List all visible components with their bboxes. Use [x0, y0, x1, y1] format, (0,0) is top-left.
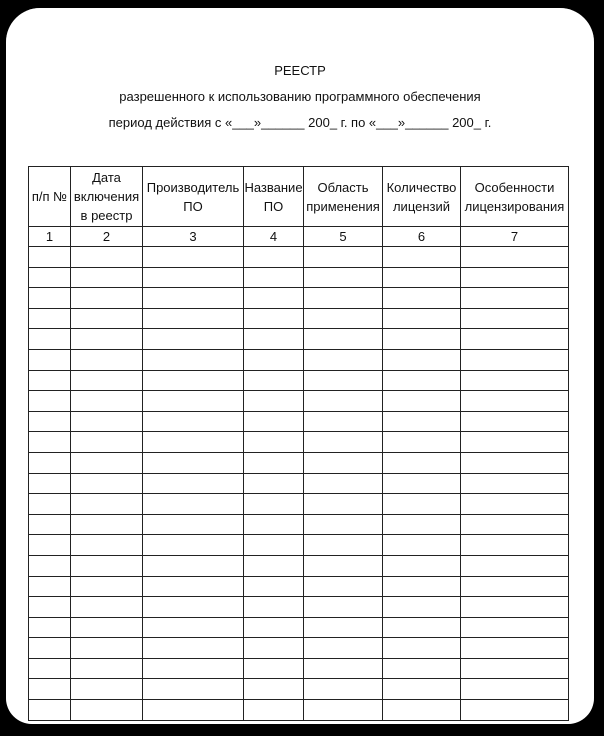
- empty-cell: [383, 576, 461, 597]
- header-line: ПО: [183, 198, 203, 214]
- table-row: [29, 349, 569, 370]
- empty-cell: [461, 267, 569, 288]
- empty-cell: [244, 308, 304, 329]
- table-row: [29, 494, 569, 515]
- empty-cell: [304, 288, 383, 309]
- table-row: [29, 597, 569, 618]
- empty-cell: [244, 494, 304, 515]
- empty-cell: [461, 494, 569, 515]
- table-row: [29, 432, 569, 453]
- empty-cell: [29, 617, 71, 638]
- empty-cell: [244, 514, 304, 535]
- registry-table: [28, 166, 569, 721]
- empty-cell: [29, 700, 71, 721]
- header-line: включения: [73, 189, 140, 204]
- table-row: [29, 700, 569, 721]
- header-cell-date: [71, 167, 143, 227]
- empty-cell: [71, 432, 143, 453]
- empty-cell: [29, 576, 71, 597]
- document-sheet: [6, 8, 594, 724]
- empty-cell: [143, 288, 244, 309]
- empty-cell: [304, 329, 383, 350]
- empty-cell: [244, 370, 304, 391]
- empty-cell: [304, 473, 383, 494]
- table-row: [29, 679, 569, 700]
- header-cell-vendor: [143, 167, 244, 227]
- empty-cell: [71, 452, 143, 473]
- column-number: 3: [143, 227, 244, 247]
- table-row: [29, 658, 569, 679]
- empty-cell: [143, 494, 244, 515]
- table-row: [29, 329, 569, 350]
- header-line: ПО: [263, 198, 284, 214]
- header-line: Количество: [386, 179, 457, 195]
- empty-cell: [143, 576, 244, 597]
- empty-cell: [71, 411, 143, 432]
- table-row: [29, 288, 569, 309]
- empty-cell: [304, 452, 383, 473]
- empty-cell: [29, 349, 71, 370]
- empty-cell: [304, 370, 383, 391]
- empty-cell: [143, 700, 244, 721]
- empty-cell: [244, 576, 304, 597]
- empty-cell: [461, 432, 569, 453]
- empty-cell: [383, 494, 461, 515]
- empty-cell: [244, 288, 304, 309]
- empty-cell: [244, 329, 304, 350]
- empty-cell: [304, 349, 383, 370]
- empty-cell: [461, 411, 569, 432]
- empty-cell: [71, 329, 143, 350]
- table-row: [29, 308, 569, 329]
- empty-cell: [244, 700, 304, 721]
- document-title: РЕЕСТР: [274, 63, 326, 78]
- header-cell-application-area: [304, 167, 383, 227]
- header-cell-licensing-features: [461, 167, 569, 227]
- empty-cell: [143, 555, 244, 576]
- empty-cell: [29, 329, 71, 350]
- empty-cell: [143, 349, 244, 370]
- empty-cell: [244, 411, 304, 432]
- empty-cell: [71, 349, 143, 370]
- table-row: [29, 638, 569, 659]
- empty-cell: [71, 555, 143, 576]
- empty-cell: [304, 514, 383, 535]
- header-row: [29, 167, 569, 227]
- empty-cell: [383, 555, 461, 576]
- empty-cell: [304, 267, 383, 288]
- empty-cell: [244, 555, 304, 576]
- validity-period: период действия с «___»______ 200_ г. по «___»______ 200_ г.: [108, 115, 492, 130]
- empty-cell: [461, 370, 569, 391]
- empty-cell: [304, 494, 383, 515]
- empty-cell: [383, 535, 461, 556]
- table-row: [29, 473, 569, 494]
- empty-cell: [304, 432, 383, 453]
- empty-cell: [143, 597, 244, 618]
- empty-cell: [304, 617, 383, 638]
- empty-cell: [71, 514, 143, 535]
- column-number: 2: [71, 227, 143, 247]
- empty-cell: [383, 288, 461, 309]
- header-line: лицензий: [392, 198, 451, 214]
- header-line: Особенности: [474, 179, 555, 195]
- empty-cell: [383, 658, 461, 679]
- empty-cell: [461, 349, 569, 370]
- empty-cell: [29, 679, 71, 700]
- empty-cell: [29, 288, 71, 309]
- empty-cell: [29, 658, 71, 679]
- header-line: Производитель: [146, 179, 240, 195]
- empty-cell: [71, 247, 143, 268]
- empty-cell: [71, 308, 143, 329]
- empty-cell: [71, 700, 143, 721]
- empty-cell: [383, 267, 461, 288]
- header-line: Дата: [92, 170, 121, 185]
- empty-cell: [29, 452, 71, 473]
- empty-cell: [29, 555, 71, 576]
- empty-cell: [461, 658, 569, 679]
- empty-cell: [383, 247, 461, 268]
- empty-cell: [304, 308, 383, 329]
- empty-cell: [29, 411, 71, 432]
- empty-cell: [383, 700, 461, 721]
- empty-cell: [29, 391, 71, 412]
- empty-cell: [29, 370, 71, 391]
- header-cell-license-count: [383, 167, 461, 227]
- empty-cell: [304, 679, 383, 700]
- empty-cell: [461, 452, 569, 473]
- header-line: Название: [244, 179, 303, 195]
- empty-cell: [383, 349, 461, 370]
- empty-cell: [71, 679, 143, 700]
- table-row: [29, 452, 569, 473]
- empty-cell: [143, 370, 244, 391]
- empty-cell: [461, 288, 569, 309]
- table-row: [29, 370, 569, 391]
- empty-cell: [71, 391, 143, 412]
- empty-cell: [461, 597, 569, 618]
- table-row: [29, 247, 569, 268]
- header-line: Область: [317, 179, 369, 195]
- empty-cell: [29, 514, 71, 535]
- empty-cell: [143, 411, 244, 432]
- header-cell-software-name: [244, 167, 304, 227]
- column-number-row: [29, 227, 569, 247]
- empty-cell: [143, 329, 244, 350]
- empty-cell: [383, 391, 461, 412]
- empty-cell: [71, 638, 143, 659]
- empty-cell: [461, 514, 569, 535]
- empty-cell: [461, 473, 569, 494]
- empty-cell: [383, 617, 461, 638]
- empty-cell: [143, 535, 244, 556]
- empty-cell: [143, 679, 244, 700]
- empty-cell: [461, 391, 569, 412]
- empty-cell: [461, 617, 569, 638]
- column-number: 5: [304, 227, 383, 247]
- table-row: [29, 617, 569, 638]
- empty-cell: [383, 473, 461, 494]
- document-subtitle: разрешенного к использованию программного обеспечения: [119, 89, 481, 104]
- empty-cell: [304, 597, 383, 618]
- empty-cell: [143, 391, 244, 412]
- empty-cell: [29, 473, 71, 494]
- empty-cell: [244, 432, 304, 453]
- empty-cell: [304, 247, 383, 268]
- empty-cell: [71, 267, 143, 288]
- empty-cell: [71, 494, 143, 515]
- empty-cell: [461, 638, 569, 659]
- empty-cell: [71, 617, 143, 638]
- empty-cell: [143, 308, 244, 329]
- empty-cell: [244, 247, 304, 268]
- empty-cell: [461, 700, 569, 721]
- empty-cell: [71, 473, 143, 494]
- empty-cell: [383, 329, 461, 350]
- empty-cell: [461, 679, 569, 700]
- empty-cell: [304, 391, 383, 412]
- empty-cell: [29, 535, 71, 556]
- table-row: [29, 535, 569, 556]
- empty-cell: [143, 638, 244, 659]
- empty-cell: [383, 308, 461, 329]
- empty-cell: [383, 597, 461, 618]
- table-row: [29, 391, 569, 412]
- empty-cell: [304, 411, 383, 432]
- empty-cell: [71, 576, 143, 597]
- empty-cell: [461, 247, 569, 268]
- table-row: [29, 555, 569, 576]
- empty-cell: [244, 473, 304, 494]
- empty-cell: [29, 494, 71, 515]
- empty-cell: [143, 247, 244, 268]
- empty-cell: [143, 267, 244, 288]
- empty-cell: [383, 432, 461, 453]
- empty-cell: [383, 638, 461, 659]
- empty-cell: [304, 576, 383, 597]
- empty-cell: [383, 452, 461, 473]
- empty-cell: [143, 452, 244, 473]
- column-number: 4: [244, 227, 304, 247]
- empty-cell: [71, 370, 143, 391]
- empty-cell: [244, 535, 304, 556]
- empty-cell: [383, 411, 461, 432]
- header-line: лицензирования: [464, 198, 565, 214]
- empty-cell: [244, 349, 304, 370]
- empty-cell: [461, 576, 569, 597]
- empty-cell: [383, 679, 461, 700]
- empty-cell: [244, 617, 304, 638]
- empty-cell: [143, 514, 244, 535]
- empty-cell: [461, 555, 569, 576]
- empty-cell: [71, 288, 143, 309]
- column-number: 1: [29, 227, 71, 247]
- header-line: применения: [306, 198, 380, 214]
- empty-cell: [304, 555, 383, 576]
- header-cell-number: [29, 167, 71, 227]
- empty-cell: [461, 535, 569, 556]
- empty-cell: [304, 700, 383, 721]
- empty-cell: [244, 679, 304, 700]
- empty-cell: [461, 329, 569, 350]
- empty-cell: [244, 267, 304, 288]
- empty-cell: [143, 473, 244, 494]
- title-block: [6, 58, 594, 136]
- empty-cell: [244, 452, 304, 473]
- empty-cell: [461, 308, 569, 329]
- table-row: [29, 411, 569, 432]
- empty-cell: [304, 535, 383, 556]
- empty-cell: [29, 432, 71, 453]
- empty-cell: [71, 597, 143, 618]
- empty-cell: [143, 432, 244, 453]
- table-row: [29, 576, 569, 597]
- table-row: [29, 514, 569, 535]
- empty-cell: [29, 247, 71, 268]
- header-line: в реестр: [80, 208, 133, 223]
- empty-cell: [304, 638, 383, 659]
- empty-cell: [29, 638, 71, 659]
- column-number: 6: [383, 227, 461, 247]
- empty-cell: [71, 535, 143, 556]
- column-number: 7: [461, 227, 569, 247]
- empty-cell: [244, 391, 304, 412]
- empty-cell: [244, 597, 304, 618]
- empty-cell: [29, 267, 71, 288]
- table-row: [29, 267, 569, 288]
- empty-cell: [29, 308, 71, 329]
- empty-cell: [304, 658, 383, 679]
- empty-cell: [383, 370, 461, 391]
- empty-cell: [383, 514, 461, 535]
- empty-cell: [71, 658, 143, 679]
- empty-cell: [29, 597, 71, 618]
- empty-cell: [143, 658, 244, 679]
- empty-cell: [244, 638, 304, 659]
- empty-cell: [244, 658, 304, 679]
- empty-cell: [143, 617, 244, 638]
- header-line: п/п №: [31, 189, 68, 204]
